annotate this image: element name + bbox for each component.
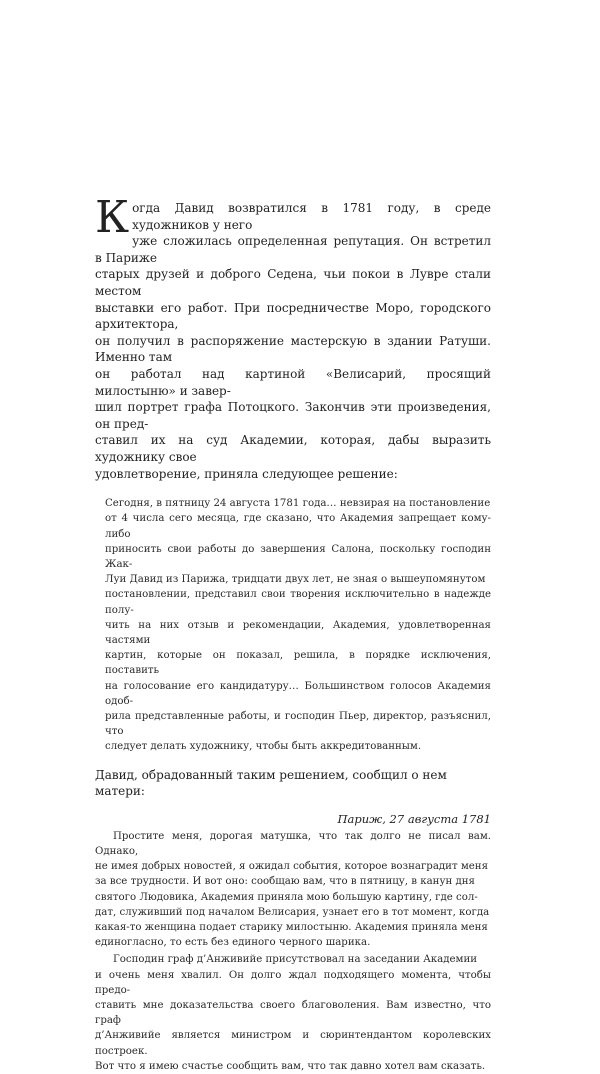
intro-line: удовлетворение, приняла следующее решение:	[95, 466, 398, 481]
letter-line: какая-то женщина подает старику милостыню. Академия приняла меня	[95, 921, 488, 933]
letter-line: и очень меня хвалил. Он долго ждал подходящего момента, чтобы предо-	[95, 969, 491, 996]
letter-line: дат, служивший под началом Велисария, узнает его в тот момент, когда	[95, 906, 490, 918]
letter-line: Простите меня, дорогая матушка, что так долго не писал вам. Однако,	[95, 830, 491, 857]
quote-line: чить на них отзыв и рекомендации, Академия, удовлетворенная частями	[105, 619, 491, 646]
letter-line: не имея добрых новостей, я ожидал события, которое вознаградит меня	[95, 861, 488, 873]
drop-cap: К	[95, 192, 130, 243]
text-column	[95, 192, 491, 1074]
intro-line: огда Давид возвратился в 1781 году, в среде художников у него	[132, 201, 491, 232]
quote-line: картин, которые он показал, решила, в порядке исключения, поставить	[105, 650, 491, 677]
intro-line: он получил в распоряжение мастерскую в здании Ратуши. Именно там	[95, 333, 491, 365]
letter-heading: Париж, 27 августа 1781	[337, 811, 491, 826]
intro-line: шил портрет графа Потоцкого. Закончив эти произведения, он пред-	[95, 400, 491, 431]
transition-paragraph: Давид, обрадованный таким решением, сообщил о нем матери:	[95, 767, 447, 799]
letter-paragraph-2	[95, 952, 491, 1074]
letter-line: д’Анживийе является министром и сюринтендантом королевских построек.	[95, 1030, 491, 1057]
letter-paragraph-1	[95, 829, 491, 951]
quote-line: рила представленные работы, и господин Пьер, директор, разъяснил, что	[105, 710, 491, 738]
letter-line: Вот что я имею счастье сообщить вам, что так давно хотел вам сказать.	[95, 1060, 486, 1072]
intro-line: уже сложилась определенная репутация. Он встретил в Париже	[95, 234, 491, 265]
quote-line: от 4 числа сего месяца, где сказано, что Академия запрещает кому-либо	[105, 513, 491, 540]
letter-line: за все трудности. И вот оно: сообщаю вам, что в пятницу, в канун дня	[95, 876, 475, 888]
intro-line: он работал над картиной «Велисарий, просящий милостыню» и завер-	[95, 366, 491, 398]
quote-line: на голосование его кандидатуру… Большинством голосов Академия одоб-	[105, 680, 491, 707]
quote-line: Сегодня, в пятницу 24 августа 1781 года… невзирая на постановление	[105, 498, 491, 510]
letter-line: Господин граф д’Анживийе присутствовал на заседании Академии	[113, 954, 478, 966]
quote-line: следует делать художнику, чтобы быть аккредитованным.	[105, 741, 422, 753]
intro-line: ставил их на суд Академии, которая, дабы выразить художнику свое	[95, 433, 491, 464]
letter-line: ставить мне доказательства своего благоволения. Вам известно, что граф	[95, 999, 491, 1027]
intro-line: старых друзей и доброго Седена, чьи покои в Лувре стали местом	[95, 267, 491, 298]
academy-decision-quote	[105, 496, 491, 754]
quote-line: приносить свои работы до завершения Салона, поскольку господин Жак-	[105, 543, 491, 570]
letter-line: единогласно, то есть без единого черного шарика.	[95, 937, 371, 949]
intro-line: выставки его работ. При посредничестве Моро, городского архитектора,	[95, 300, 491, 332]
quote-line: Луи Давид из Парижа, тридцати двух лет, не зная о вышеупомянутом	[105, 574, 486, 586]
quote-line: постановлении, представил свои творения исключительно в надежде полу-	[105, 589, 491, 616]
intro-paragraph	[95, 192, 491, 482]
letter-line: святого Людовика, Академия приняла мою большую картину, где сол-	[95, 891, 478, 903]
